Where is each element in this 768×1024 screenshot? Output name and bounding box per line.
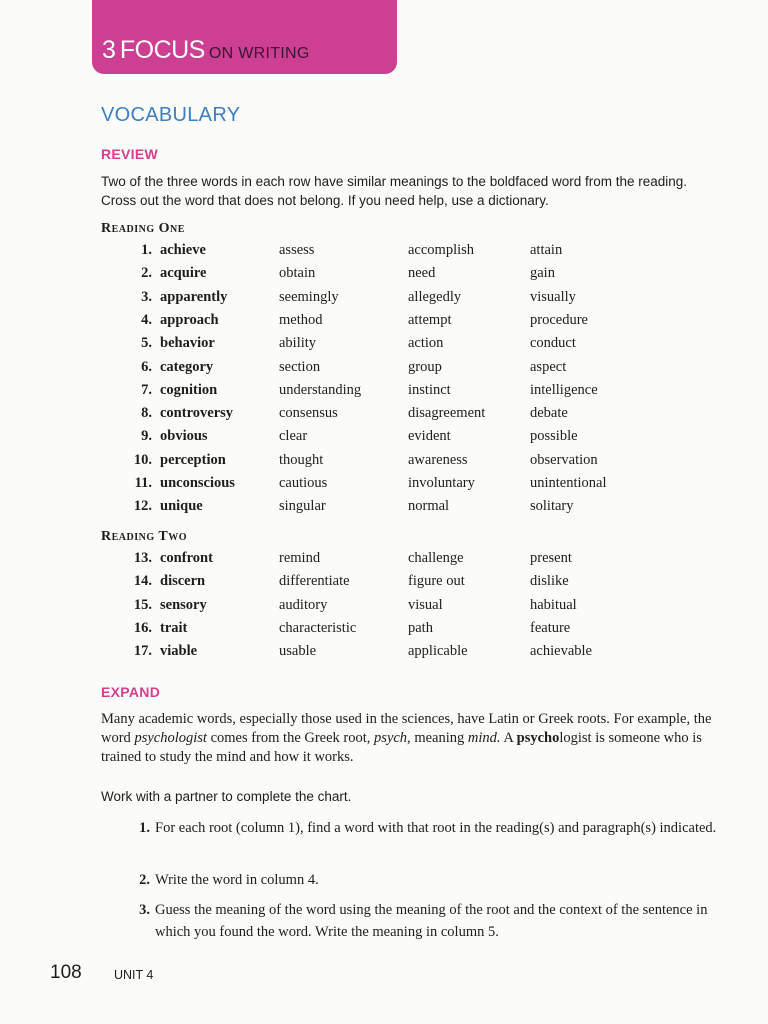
step-item	[130, 869, 730, 891]
vocab-option[interactable]: action	[408, 335, 444, 352]
vocab-target-word: unique	[160, 498, 203, 515]
vocab-option[interactable]: unintentional	[530, 475, 607, 491]
vocab-option[interactable]: present	[530, 550, 572, 566]
reading-one-label: Reading One	[101, 221, 185, 236]
vocab-option[interactable]: attempt	[408, 311, 452, 328]
vocab-option[interactable]: path	[408, 619, 433, 636]
vocab-target-word: achieve	[160, 242, 206, 258]
vocab-row-number: 3.	[141, 288, 152, 305]
vocab-option[interactable]: obtain	[279, 265, 316, 282]
vocab-target-word: apparently	[160, 288, 228, 305]
expand-text-part3: meaning	[410, 730, 468, 746]
expand-text-part5: logist is someone who is trained to study the mind and how it works.	[101, 730, 702, 765]
vocab-option[interactable]: solitary	[530, 498, 574, 515]
vocab-row-number: 5.	[141, 335, 152, 352]
vocab-option[interactable]: observation	[530, 451, 598, 468]
vocab-row-number: 13.	[133, 550, 152, 566]
vocab-row	[0, 620, 768, 643]
vocab-row-number: 14.	[133, 573, 152, 590]
vocab-option[interactable]: clear	[279, 428, 308, 445]
vocab-row-number: 10.	[133, 451, 152, 468]
vocab-option[interactable]: disagreement	[408, 405, 486, 422]
step-text: Guess the meaning of the word using the meaning of the root and the context of the sentence in which you found the word. Write the meaning in column 5.	[155, 902, 708, 940]
vocab-target-word: acquire	[160, 265, 207, 282]
vocab-target-word: trait	[160, 619, 188, 636]
vocab-option[interactable]: intelligence	[530, 381, 598, 398]
vocab-row	[0, 242, 768, 265]
vocab-target-word: viable	[160, 643, 198, 660]
vocab-row-number: 9.	[141, 428, 152, 445]
vocab-option[interactable]: attain	[530, 242, 563, 258]
vocab-option[interactable]: allegedly	[408, 288, 462, 305]
vocab-row	[0, 643, 768, 666]
vocab-option[interactable]: involuntary	[408, 475, 475, 491]
vocab-row-number: 11.	[134, 475, 152, 491]
vocab-option[interactable]: gain	[530, 265, 555, 282]
vocab-option[interactable]: visual	[408, 596, 443, 613]
vocab-row-number: 12.	[133, 498, 152, 515]
vocab-row	[0, 573, 768, 596]
vocab-target-word: category	[160, 358, 214, 375]
review-instructions: Two of the three words in each row have similar meanings to the boldfaced word from the reading. Cross out the word that does not belong. If you need help, use a dictionary.	[101, 174, 688, 208]
expand-text-part2: comes from the Greek root,	[206, 730, 375, 746]
vocab-row-number: 15.	[133, 596, 152, 613]
vocab-row	[0, 335, 768, 358]
vocab-option[interactable]: method	[279, 311, 323, 328]
vocab-option[interactable]: group	[408, 358, 442, 375]
vocab-row-number: 16.	[133, 619, 152, 636]
vocab-option[interactable]: remind	[279, 550, 321, 566]
vocab-target-word: behavior	[160, 335, 215, 352]
vocab-row	[0, 265, 768, 288]
vocab-option[interactable]: cautious	[279, 475, 328, 491]
vocab-target-word: discern	[160, 573, 206, 590]
step-text: For each root (column 1), find a word with that root in the reading(s) and paragraph(s) indicated.	[155, 820, 717, 836]
vocab-option[interactable]: awareness	[408, 451, 468, 468]
vocab-option[interactable]: ability	[279, 335, 317, 352]
chapter-banner-text	[102, 36, 310, 65]
vocab-row	[0, 382, 768, 405]
vocab-row	[0, 359, 768, 382]
vocab-option[interactable]: seemingly	[279, 288, 339, 305]
vocab-target-word: confront	[160, 550, 213, 566]
expand-paragraph	[101, 710, 721, 767]
vocab-option[interactable]: achievable	[530, 643, 592, 660]
vocab-option[interactable]: understanding	[279, 381, 362, 398]
vocab-row-number: 17.	[133, 643, 152, 660]
vocab-row-number: 8.	[141, 405, 152, 422]
vocab-row	[0, 312, 768, 335]
vocab-option[interactable]: challenge	[408, 550, 464, 566]
vocab-option[interactable]: aspect	[530, 358, 567, 375]
vocab-option[interactable]: visually	[530, 288, 576, 305]
vocab-option[interactable]: characteristic	[279, 619, 357, 636]
vocab-row	[0, 475, 768, 498]
section-title: VOCABULARY	[101, 104, 241, 126]
vocab-option[interactable]: figure out	[408, 573, 465, 590]
vocab-option[interactable]: accomplish	[408, 242, 475, 258]
vocab-row-number: 6.	[141, 358, 152, 375]
step-item	[130, 899, 730, 943]
vocab-row-number: 4.	[141, 311, 152, 328]
step-text: Write the word in column 4.	[155, 872, 319, 888]
vocab-option[interactable]: thought	[279, 451, 324, 468]
vocab-option[interactable]: consensus	[279, 405, 338, 422]
vocab-option[interactable]: procedure	[530, 311, 588, 328]
vocab-target-word: unconscious	[160, 475, 235, 491]
vocab-option[interactable]: debate	[530, 405, 568, 422]
step-number: 3.	[139, 902, 150, 918]
vocab-option[interactable]: usable	[279, 643, 317, 660]
vocab-row	[0, 405, 768, 428]
step-item	[130, 817, 730, 839]
vocab-row	[0, 498, 768, 521]
vocab-row-number: 7.	[141, 381, 152, 398]
vocab-option[interactable]: section	[279, 358, 321, 375]
expand-text-part4: A	[500, 730, 517, 746]
vocab-option[interactable]: auditory	[279, 596, 328, 613]
expand-text-part1: Many academic words, especially those used in the sciences, have Latin or Greek roots. For example, the word	[101, 711, 712, 746]
unit-label: UNIT 4	[114, 968, 154, 982]
vocab-row	[0, 550, 768, 573]
vocab-option[interactable]: assess	[279, 242, 315, 258]
vocab-row	[0, 428, 768, 451]
step-number: 2.	[139, 872, 150, 888]
vocab-row-number: 1.	[141, 242, 152, 258]
vocab-option[interactable]: evident	[408, 428, 451, 445]
expand-term-psych: psych,	[374, 730, 411, 746]
vocab-row	[0, 452, 768, 475]
chapter-banner	[92, 0, 397, 74]
vocab-option[interactable]: possible	[530, 428, 578, 445]
vocab-target-word: approach	[160, 311, 219, 328]
vocab-option[interactable]: dislike	[530, 573, 569, 590]
chapter-focus-subtitle: ON WRITING	[208, 45, 310, 62]
page-number: 108	[50, 962, 82, 983]
chapter-number: 3	[102, 36, 116, 64]
vocab-option[interactable]: instinct	[408, 381, 451, 398]
vocab-option[interactable]: habitual	[530, 596, 577, 613]
vocab-row-number: 2.	[141, 265, 152, 282]
expand-heading: EXPAND	[101, 684, 161, 700]
expand-term-psycho: psycho	[516, 730, 560, 746]
vocab-option[interactable]: applicable	[408, 643, 468, 660]
vocab-option[interactable]: conduct	[530, 335, 576, 352]
vocab-target-word: obvious	[160, 428, 208, 445]
vocab-option[interactable]: need	[408, 265, 436, 282]
vocab-option[interactable]: normal	[408, 498, 450, 515]
vocab-target-word: cognition	[160, 381, 218, 398]
vocab-row	[0, 597, 768, 620]
vocab-target-word: sensory	[160, 596, 207, 613]
task-intro: Work with a partner to complete the chart.	[101, 789, 352, 804]
vocab-row	[0, 289, 768, 312]
chapter-focus: FOCUS	[119, 36, 205, 64]
expand-term-psychologist: psychologist	[134, 730, 207, 746]
vocab-option[interactable]: singular	[279, 498, 326, 515]
vocab-option[interactable]: differentiate	[279, 573, 350, 590]
vocab-target-word: controversy	[160, 405, 234, 422]
vocab-target-word: perception	[160, 451, 226, 468]
step-number: 1.	[139, 820, 150, 836]
vocab-option[interactable]: feature	[530, 619, 571, 636]
reading-two-label: Reading Two	[101, 529, 187, 544]
review-heading: REVIEW	[101, 146, 159, 162]
expand-term-mind: mind.	[467, 730, 501, 746]
